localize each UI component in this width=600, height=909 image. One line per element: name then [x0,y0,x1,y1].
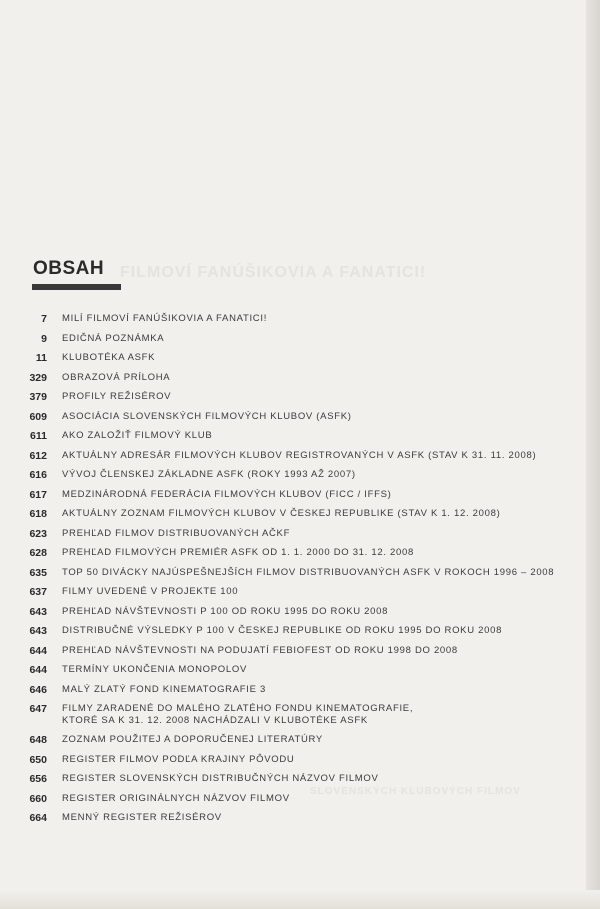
table-of-contents [0,313,586,832]
toc-entry [0,411,586,431]
toc-entry [0,508,586,528]
toc-page-number: 644 [29,664,47,676]
toc-title: REGISTER ORIGINÁLNYCH NÁZVOV FILMOV [62,792,290,804]
toc-entry [0,450,586,470]
toc-entry [0,703,586,734]
toc-page-number: 616 [29,469,47,481]
toc-entry [0,547,586,567]
toc-title: PREHĽAD FILMOVÝCH PREMIÉR ASFK OD 1. 1. 2000 DO 31. 12. 2008 [62,547,414,558]
toc-page-number: 637 [29,586,47,598]
toc-page-number: 9 [41,332,47,345]
title-underline [32,284,121,290]
toc-page-number: 644 [29,644,47,657]
page-edge [586,0,600,909]
toc-entry [0,606,586,626]
toc-entry [0,469,586,489]
toc-title: VÝVOJ ČLENSKEJ ZÁKLADNE ASFK (ROKY 1993 AŽ 2007) [62,469,356,480]
toc-entry [0,333,586,353]
toc-page-number: 650 [29,753,47,766]
toc-title: EDIČNÁ POZNÁMKA [62,332,165,344]
toc-title: PREHĽAD FILMOV DISTRIBUOVANÝCH AČKF [62,527,291,539]
toc-entry [0,684,586,704]
toc-page-number: 7 [41,313,47,325]
toc-page-number: 643 [29,625,47,637]
toc-title: AKO ZALOŽIŤ FILMOVÝ KLUB [62,430,213,441]
toc-page-number: 623 [29,527,47,540]
toc-page-number: 612 [29,449,47,462]
toc-page-number: 329 [29,371,47,384]
toc-entry [0,489,586,509]
toc-title: TOP 50 DIVÁCKY NAJÚSPEŠNEJŠÍCH FILMOV DISTRIBUOVANÝCH ASFK V ROKOCH 1996 – 2008 [62,566,555,578]
show-through-title: FILMOVÍ FANÚŠIKOVIA A FANATICI! [120,264,427,281]
toc-page-number: 11 [35,352,47,364]
toc-page-number: 618 [29,508,47,520]
toc-title: AKTUÁLNY ADRESÁR FILMOVÝCH KLUBOV REGISTROVANÝCH V ASFK (STAV K 31. 11. 2008) [62,449,537,461]
toc-page-number: 643 [29,605,47,618]
toc-title: REGISTER FILMOV PODĽA KRAJINY PÔVODU [62,753,295,765]
toc-title: FILMY ZARADENÉ DO MALÉHO ZLATÉHO FONDU KINEMATOGRAFIE, KTORÉ SA K 31. 12. 2008 NACHÁDZALI V KLUBOTÉKE ASFK [62,703,414,726]
toc-title: PREHĽAD NÁVŠTEVNOSTI P 100 OD ROKU 1995 DO ROKU 2008 [62,605,389,617]
page-edge-bottom [0,890,600,909]
toc-page-number: 379 [29,391,47,403]
toc-page-number: 646 [29,683,47,696]
toc-title: PREHĽAD NÁVŠTEVNOSTI NA PODUJATÍ FEBIOFEST OD ROKU 1998 DO 2008 [62,644,458,656]
toc-entry [0,430,586,450]
toc-title: DISTRIBUČNÉ VÝSLEDKY P 100 V ČESKEJ REPUBLIKE OD ROKU 1995 DO ROKU 2008 [62,625,503,636]
show-through-footer: SLOVENSKÝCH KLUBOVÝCH FILMOV [310,786,521,797]
toc-entry [0,372,586,392]
toc-page-number: 611 [30,430,47,442]
toc-title: MILÍ FILMOVÍ FANÚŠIKOVIA A FANATICI! [62,313,268,324]
toc-entry [0,664,586,684]
toc-page-number: 628 [29,547,47,559]
toc-entry [0,567,586,587]
toc-page-number: 660 [29,792,47,805]
toc-entry [0,352,586,372]
toc-entry [0,754,586,774]
toc-entry [0,812,586,832]
toc-page-number: 648 [29,734,47,746]
toc-title: ZOZNAM POUŽITEJ A DOPORUČENEJ LITERATÚRY [62,734,323,745]
toc-entry [0,734,586,754]
toc-title: OBRAZOVÁ PRÍLOHA [62,371,171,383]
toc-page-number: 664 [29,812,47,824]
toc-page-number: 656 [29,773,47,785]
toc-entry [0,528,586,548]
toc-title: AKTUÁLNY ZOZNAM FILMOVÝCH KLUBOV V ČESKEJ REPUBLIKE (STAV K 1. 12. 2008) [62,508,501,519]
toc-title: KLUBOTÉKA ASFK [62,352,156,363]
toc-entry [0,793,586,813]
toc-title: FILMY UVEDENÉ V PROJEKTE 100 [62,586,239,597]
toc-title: REGISTER SLOVENSKÝCH DISTRIBUČNÝCH NÁZVOV FILMOV [62,773,379,784]
toc-title: PROFILY REŽISÉROV [62,391,172,402]
toc-title: MENNÝ REGISTER REŽISÉROV [62,812,222,823]
page-title: OBSAH [33,258,105,279]
toc-page-number: 609 [29,410,47,423]
toc-page-number: 617 [29,488,47,501]
toc-entry [0,391,586,411]
toc-entry [0,625,586,645]
toc-title: TERMÍNY UKONČENIA MONOPOLOV [62,664,248,675]
toc-title: ASOCIÁCIA SLOVENSKÝCH FILMOVÝCH KLUBOV (ASFK) [62,410,352,422]
toc-entry [0,313,586,333]
toc-entry [0,586,586,606]
toc-title: MEDZINÁRODNÁ FEDERÁCIA FILMOVÝCH KLUBOV (FICC / IFFS) [62,488,392,500]
toc-entry [0,773,586,793]
toc-page-number: 647 [29,703,47,715]
toc-title: MALÝ ZLATÝ FOND KINEMATOGRAFIE 3 [62,683,266,695]
toc-entry [0,645,586,665]
toc-page-number: 635 [29,566,47,579]
